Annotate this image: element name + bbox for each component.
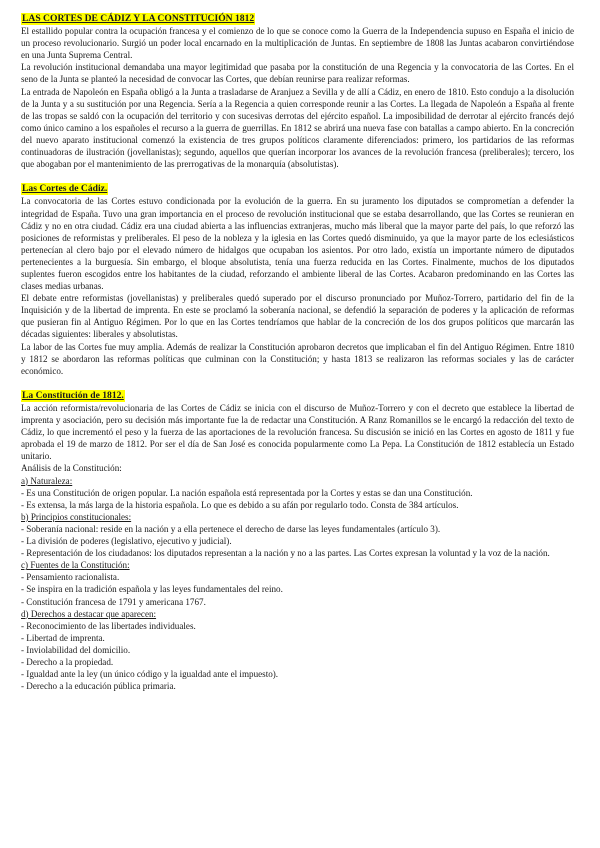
- paragraph: La convocatoria de las Cortes estuvo condicionada por la evolución de la guerra. En su juramento los diputados se comprometían a defender la integridad de España. Tuvo una gran importancia en el proceso de revolución institucional que se estaba desarrollando, que las Cortes se reunieran en Cádiz y no en otra ciudad. Cádiz era una ciudad abierta a las influencias extranjeras, mucho más liberal que la mayor parte del país, lo que reforzó las posiciones de reformistas y preliberales. El peso de la nobleza y la iglesia en las Cortes quedó disminuido, ya que la mayor parte de los eclesiásticos pertenecían al clero bajo por el elevado número de hidalgos que ocupaban los asientos. Por otro lado, existía un importante número de diputados pertenecientes a la burguesía. Sin embargo, el bloque absolutista, tenía una fuerza reducida en las Cortes. Finalmente, muchos de los diputados suplentes fueron escogidos entre los habitantes de la ciudad, reforzando el ambiente liberal de las Cortes. Acabaron predominando en las Cortes las clases medias urbanas.: [21, 196, 574, 292]
- list-item: - Inviolabilidad del domicilio.: [21, 644, 131, 655]
- section-heading: La Constitución de 1812.: [22, 389, 124, 401]
- section-cortes-cadiz: [21, 182, 574, 377]
- list-item: - Es una Constitución de origen popular. La nación española está representada por la Cortes y estas se dan una Constitución.: [21, 487, 473, 498]
- paragraph: El estallido popular contra la ocupación francesa y el comienzo de lo que se conoce como la Guerra de la Independencia supuso en España el inicio de un proceso revolucionario. Surgió un poder local encarnado en la multiplicación de Juntas. En septiembre de 1808 las Juntas acabaron convirtiéndose en una Junta Suprema Central.: [21, 26, 574, 61]
- section-cortes-constitucion: [21, 12, 574, 170]
- section-constitucion-1812: [21, 389, 574, 692]
- list-item: - Se inspira en la tradición española y las leyes fundamentales del reino.: [21, 584, 283, 595]
- paragraph: La labor de las Cortes fue muy amplia. Además de realizar la Constitución aprobaron decretos que implicaban el fin del Antiguo Régimen. Entre 1810 y 1812 se abordaron las reformas políticas que culminan con la Constitución; y hasta 1813 se realizaron las reformas sociales y las de carácter económico.: [21, 341, 574, 376]
- list-item: - La división de poderes (legislativo, ejecutivo y judicial).: [21, 536, 232, 547]
- paragraph: La revolución institucional demandaba una mayor legitimidad que pasaba por la constitución de una Regencia y la convocatoria de las Cortes. En el seno de la Junta se planteó la necesidad de convocar las Cortes, que debían reunirse para realizar reformas.: [21, 62, 574, 85]
- group-title: d) Derechos a destacar que aparecen:: [21, 608, 157, 619]
- list-item: - Representación de los ciudadanos: los diputados representan a la nación y no a las partes. Las Cortes expresan la voluntad y la voz de la nación.: [21, 548, 550, 559]
- list-item: - Libertad de imprenta.: [21, 632, 105, 643]
- list-item: - Constitución francesa de 1791 y americana 1767.: [21, 596, 206, 607]
- list-item: - Derecho a la educación pública primaria.: [21, 681, 176, 692]
- list-item: - Derecho a la propiedad.: [21, 656, 114, 667]
- paragraph: La entrada de Napoleón en España obligó a la Junta a trasladarse de Aranjuez a Sevilla y de allí a Cádiz, en enero de 1810. Esto condujo a la disolución de la Junta y a su sustitución por una Regencia. Sería a la Regencia a quien corresponde reunir a las Cortes. La llegada de Napoleón a España al frente de las tropas se saldó con la ocupación del territorio y con sucesivas derrotas del ejército español. La imposibilidad de derrotar al ejército francés dejó como único camino a los españoles el recurso a la guerra de guerrillas. En 1812 se abrirá una nueva fase con batallas a campo abierto. En la concreción del nuevo aparato institucional comenzó la existencia de tres grupos políticos claramente diferenciados: primero, los partidarios de las reformas continuadoras de ilustración (jovellanistas); segundo, aquellos que querían incorporar los avances de la revolución francesa (preliberales); tercero, los que abogaban por el mantenimiento de las prerrogativas de la monarquía (absolutistas).: [21, 86, 574, 170]
- group-title: b) Principios constitucionales:: [21, 511, 132, 522]
- section-heading: LAS CORTES DE CÁDIZ Y LA CONSTITUCIÓN 1812: [22, 13, 255, 24]
- list-item: - Pensamiento racionalista.: [21, 572, 120, 583]
- list-item: - Igualdad ante la ley (un único código y la igualdad ante el impuesto).: [21, 669, 279, 680]
- paragraph: La acción reformista/revolucionaria de las Cortes de Cádiz se inicia con el discurso de Muñoz-Torrero y con el decreto que establece la libertad de imprenta y asociación, pero su decisión más importante fue la de redactar una Constitución. A Ranz Romanillos se le encargó la redacción del texto de Cádiz, lo que incrementó el peso y la fuerza de las aportaciones de la revolución francesa. Su discusión se inició en las Cortes en agosto de 1811 y fue aprobada el 19 de marzo de 1812. Por ser el día de San José es conocida popularmente como La Pepa. La Constitución de 1812 establecía un Estado unitario.: [21, 403, 574, 462]
- analysis-title: Análisis de la Constitución:: [21, 463, 122, 474]
- group-title: c) Fuentes de la Constitución:: [21, 560, 130, 571]
- list-item: - Es extensa, la más larga de la historia española. Lo que es debido a su afán por regularlo todo. Consta de 384 artículos.: [21, 499, 459, 510]
- paragraph: El debate entre reformistas (jovellanistas) y preliberales quedó superado por el discurso pronunciado por Muñoz-Torrero, partidario del fin de la Inquisición y de la libertad de imprenta. En este se proclamó la soberanía nacional, se defendió la separación de poderes y la aplicación de reformas que pusieran fin al Antiguo Régimen. Por lo que en las Cortes tendríamos que hablar de la concreción de los dos grupos políticos que marcarán las décadas siguientes: liberales y absolutistas.: [21, 293, 574, 340]
- list-item: - Soberanía nacional: reside en la nación y a ella pertenece el derecho de darse las leyes fundamentales (artículo 3).: [21, 523, 441, 534]
- document-page: [21, 12, 574, 692]
- section-heading: Las Cortes de Cádiz.: [22, 183, 108, 195]
- list-item: - Reconocimiento de las libertades individuales.: [21, 620, 196, 631]
- group-title: a) Naturaleza:: [21, 475, 73, 486]
